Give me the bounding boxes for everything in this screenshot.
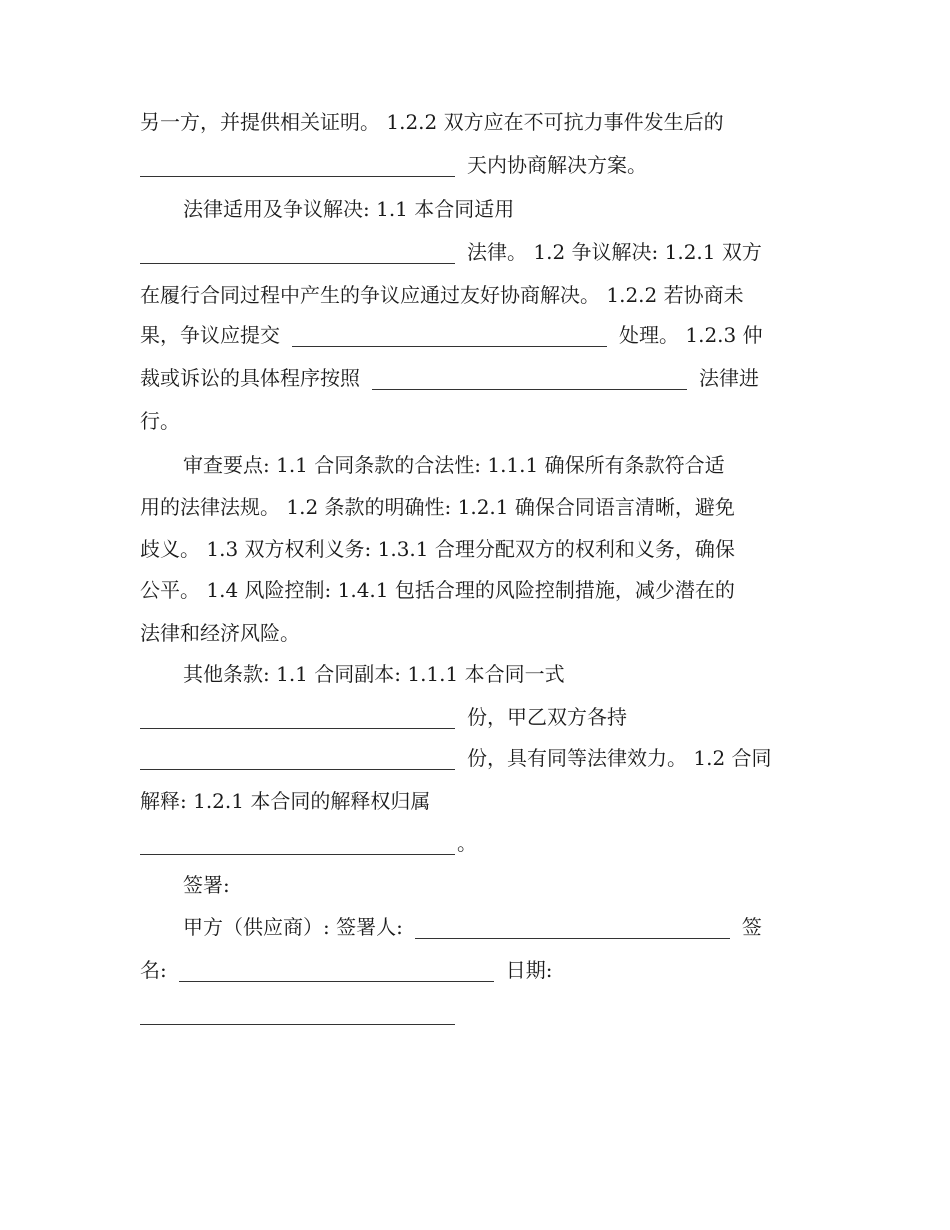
text-segment: 天内协商解决方案。	[467, 153, 647, 177]
text-segment: 签	[741, 915, 762, 939]
text-segment: 甲方（供应商）: 签署人:	[183, 915, 403, 939]
text-segment: 果，争议应提交	[140, 323, 280, 347]
text-line	[140, 366, 759, 390]
text-line	[140, 1001, 455, 1025]
text-segment: 份，具有同等法律效力。 1.2 合同	[467, 746, 772, 770]
text-segment: 歧义。 1.3 双方权利义务: 1.3.1 合理分配双方的权利和义务，确保	[140, 537, 735, 561]
fill-in-blank[interactable]	[140, 175, 455, 177]
text-line	[140, 831, 477, 855]
text-line	[140, 110, 724, 134]
text-segment: 法律和经济风险。	[140, 621, 300, 645]
text-segment: 法律适用及争议解决: 1.1 本合同适用	[183, 197, 515, 221]
text-segment: 公平。 1.4 风险控制: 1.4.1 包括合理的风险控制措施，减少潜在的	[140, 578, 735, 602]
text-segment: 份，甲乙双方各持	[467, 705, 627, 729]
text-segment: 行。	[140, 409, 180, 433]
fill-in-blank[interactable]	[415, 937, 730, 939]
text-segment: 名:	[140, 958, 167, 982]
text-line	[140, 746, 772, 770]
text-segment: 用的法律法规。 1.2 条款的明确性: 1.2.1 确保合同语言清晰，避免	[140, 495, 735, 519]
fill-in-blank[interactable]	[140, 262, 455, 264]
fill-in-blank[interactable]	[372, 388, 687, 390]
text-segment: 裁或诉讼的具体程序按照	[140, 366, 360, 390]
text-segment: 法律进	[699, 366, 759, 390]
text-segment: 另一方，并提供相关证明。 1.2.2 双方应在不可抗力事件发生后的	[140, 110, 724, 134]
text-line	[140, 958, 553, 982]
text-line	[140, 323, 763, 347]
fill-in-blank[interactable]	[140, 853, 455, 855]
text-segment: 签署:	[183, 873, 230, 897]
text-segment: 处理。 1.2.3 仲	[619, 323, 763, 347]
fill-in-blank[interactable]	[140, 727, 455, 729]
fill-in-blank[interactable]	[292, 345, 607, 347]
text-line	[140, 240, 762, 264]
text-segment: 法律。 1.2 争议解决: 1.2.1 双方	[467, 240, 762, 264]
text-segment: 其他条款: 1.1 合同副本: 1.1.1 本合同一式	[183, 662, 565, 686]
text-segment: 。	[457, 831, 477, 855]
fill-in-blank[interactable]	[179, 980, 494, 982]
text-segment: 日期:	[505, 958, 553, 982]
text-segment: 审查要点: 1.1 合同条款的合法性: 1.1.1 确保所有条款符合适	[183, 453, 725, 477]
text-line	[140, 621, 300, 645]
text-segment: 在履行合同过程中产生的争议应通过友好协商解决。 1.2.2 若协商未	[140, 283, 744, 307]
text-line	[183, 915, 762, 939]
text-line	[183, 873, 230, 897]
fill-in-blank[interactable]	[140, 768, 455, 770]
text-line	[140, 578, 735, 602]
text-line	[183, 197, 514, 221]
text-segment: 解释: 1.2.1 本合同的解释权归属	[140, 789, 431, 813]
text-line	[140, 283, 744, 307]
text-line	[140, 153, 647, 177]
text-line	[183, 662, 565, 686]
text-line	[140, 705, 627, 729]
fill-in-blank[interactable]	[140, 1023, 455, 1025]
text-line	[140, 409, 180, 433]
text-line	[140, 537, 735, 561]
text-line	[140, 495, 735, 519]
text-line	[140, 789, 430, 813]
text-line	[183, 453, 725, 477]
